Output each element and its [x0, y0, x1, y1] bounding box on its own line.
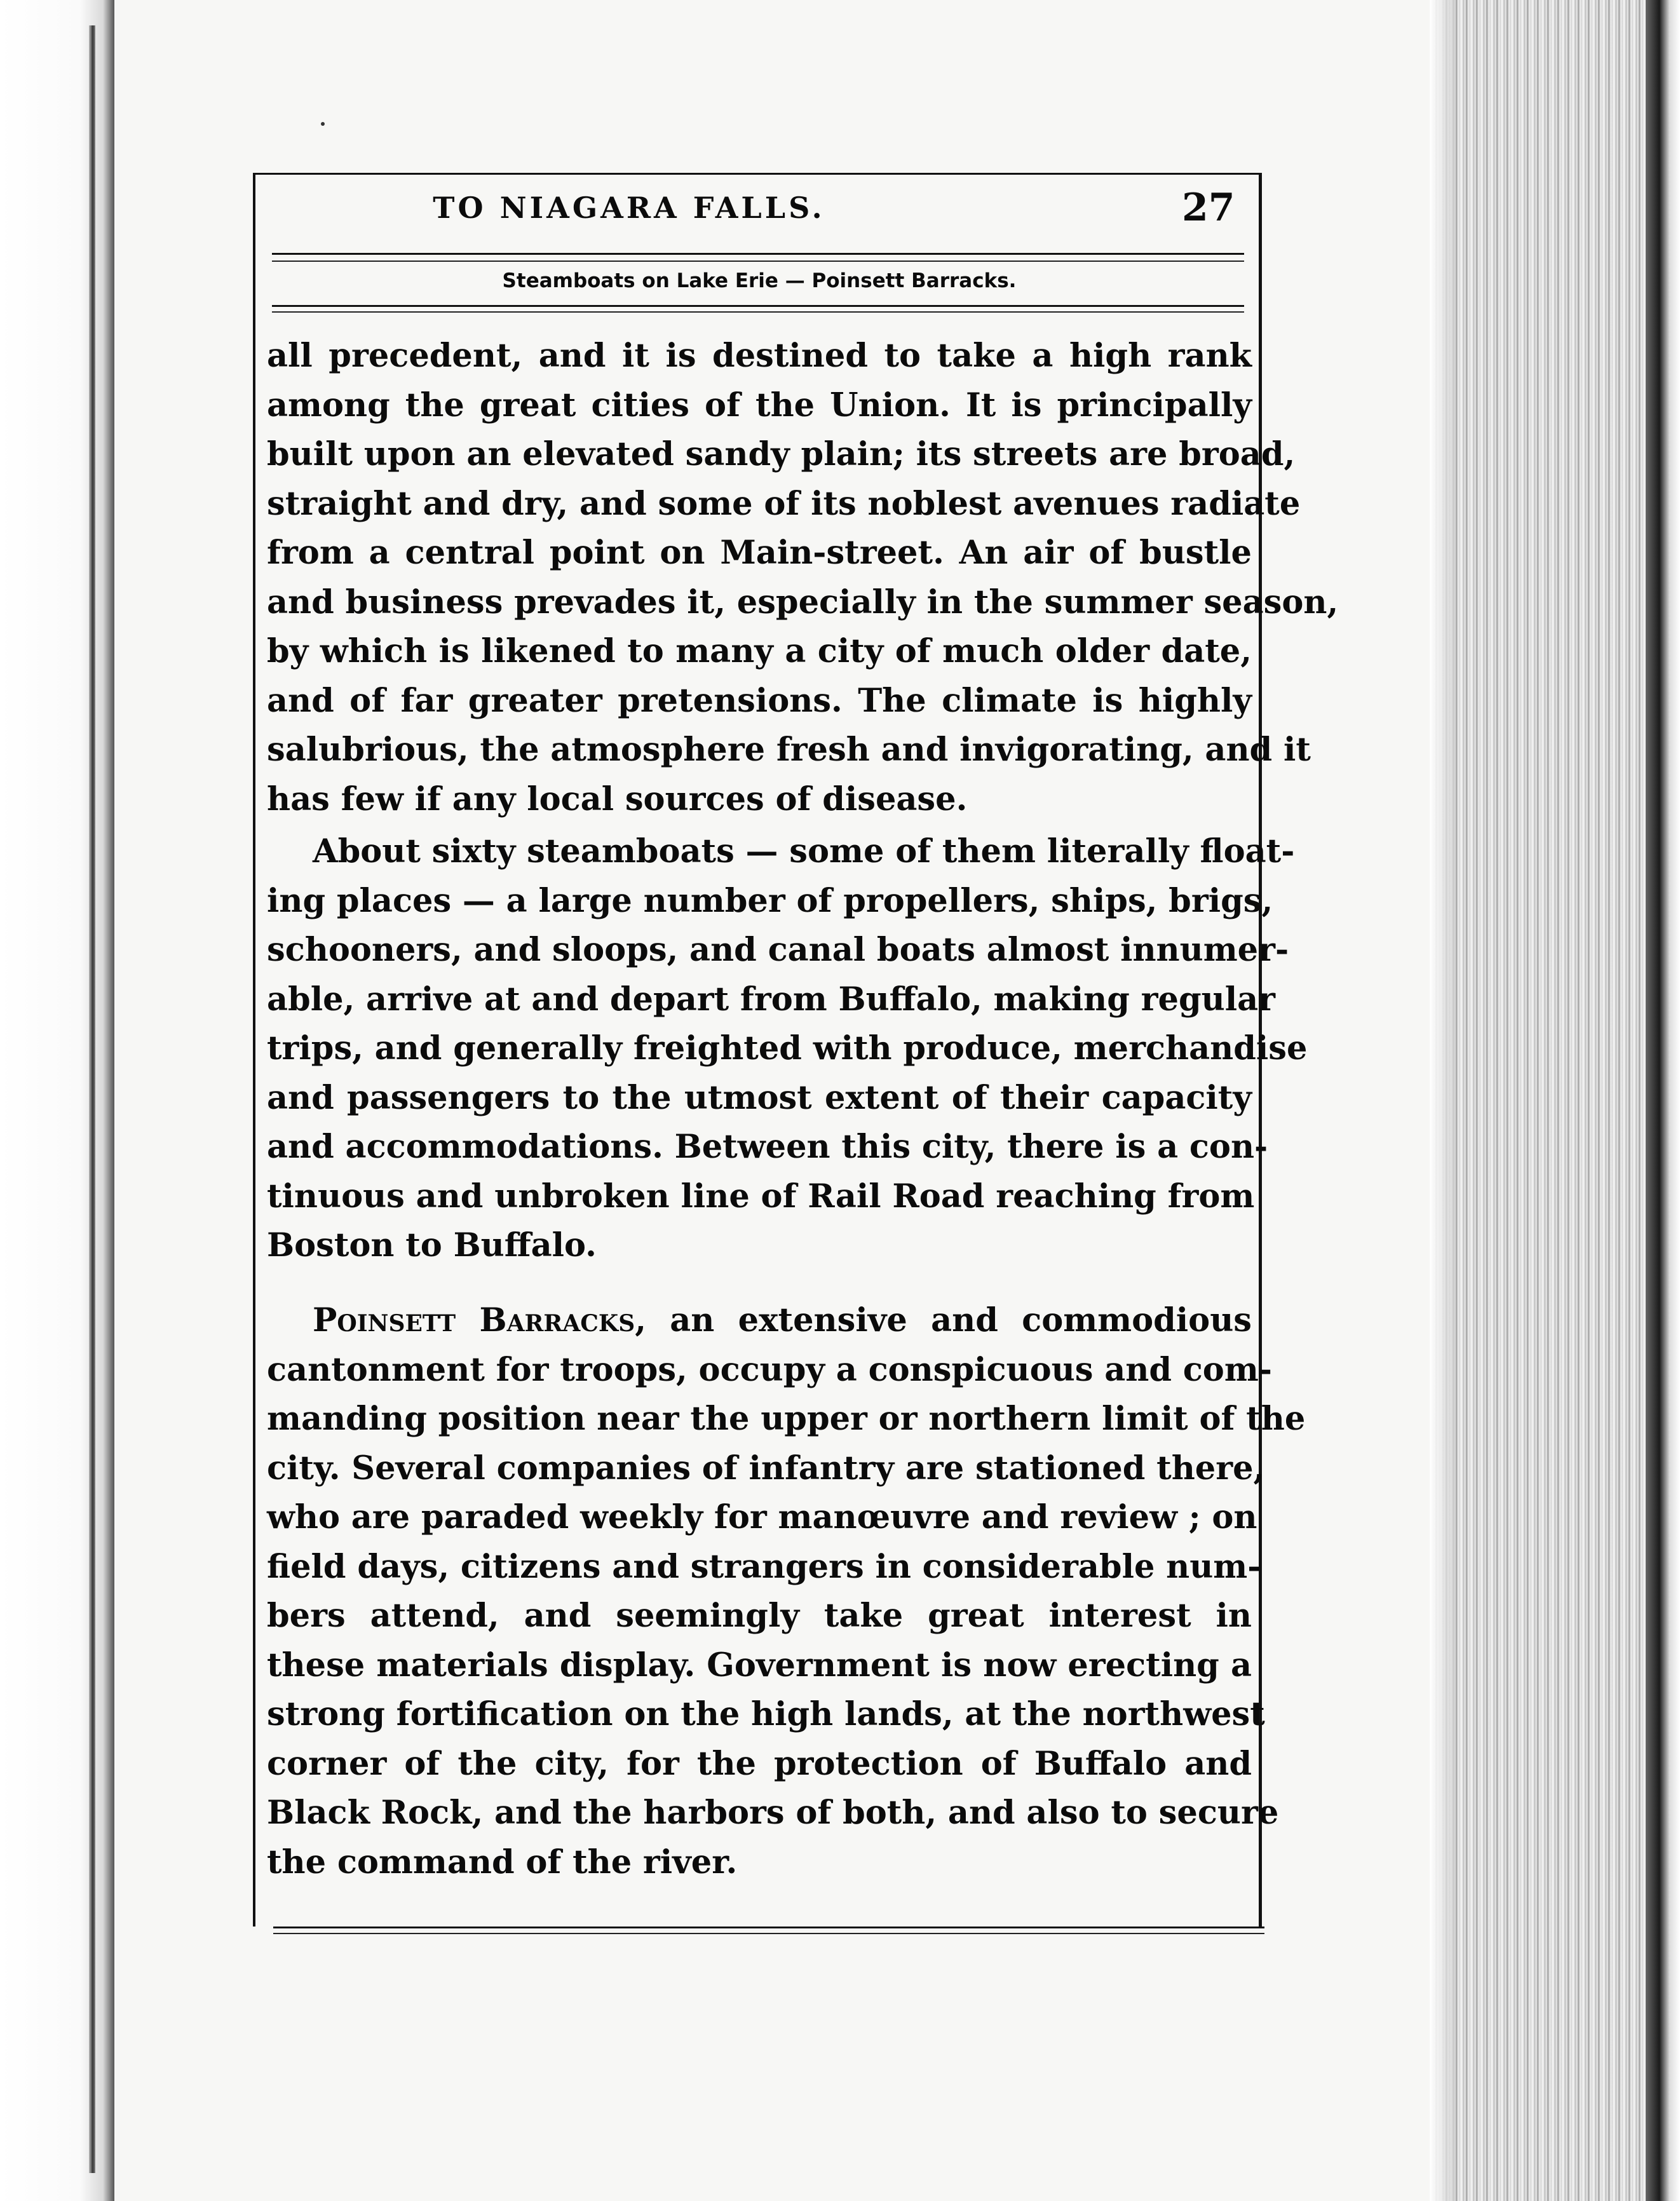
text-line: Black Rock, and the harbors of both, and also to secure: [267, 1794, 1279, 1832]
text-line: who are paraded weekly for manœuvre and review ; on: [267, 1498, 1257, 1536]
text-line: these materials display. Government is now erecting a: [267, 1646, 1252, 1684]
paragraph-3: [267, 1296, 1306, 1887]
text-line: city. Several companies of infantry are stationed there,: [267, 1449, 1265, 1487]
text-line: bers attend, and seemingly take great interest in: [267, 1597, 1252, 1635]
text-line: has few if any local sources of disease.: [267, 780, 968, 818]
section-lead-in: Poinsett Barracks: [313, 1301, 635, 1339]
book-gutter: [89, 25, 95, 2173]
bottom-rule: [273, 1933, 1264, 1934]
bottom-rule: [273, 1927, 1264, 1928]
text-line: and passengers to the utmost extent of their capacity: [267, 1078, 1252, 1117]
header-rule: [272, 253, 1244, 255]
text-line: and accommodations. Between this city, there is a con-: [267, 1128, 1268, 1166]
text-line: by which is likened to many a city of much older date,: [267, 632, 1252, 670]
text-line: built upon an elevated sandy plain; its streets are broad,: [267, 435, 1296, 473]
page-number: 27: [1182, 186, 1235, 230]
text-line: and business prevades it, especially in the summer season,: [267, 583, 1339, 621]
text-line: among the great cities of the Union. It is principally: [267, 386, 1252, 424]
text-line: tinuous and unbroken line of Rail Road reaching from: [267, 1177, 1255, 1216]
paragraph-1: [267, 332, 1339, 824]
text-line: [267, 1296, 1252, 1346]
text-line: and of far greater pretensions. The climate is highly: [267, 681, 1252, 720]
text-line: able, arrive at and depart from Buffalo, making regular: [267, 980, 1276, 1019]
text-line: from a central point on Main-street. An air of bustle: [267, 534, 1252, 572]
book-cover-edge: [1646, 0, 1680, 2201]
header-rule: [272, 261, 1244, 262]
text-line: Boston to Buffalo.: [267, 1226, 597, 1264]
text-fragment: , an extensive and commodious: [635, 1301, 1252, 1339]
text-line: the command of the river.: [267, 1843, 738, 1881]
ink-speck: [321, 122, 325, 126]
section-subheading: Steamboats on Lake Erie — Poinsett Barracks.: [502, 269, 1017, 292]
subheading-rule: [272, 305, 1244, 307]
text-line: corner of the city, for the protection of Buffalo and: [267, 1744, 1252, 1783]
running-title: TO NIAGARA FALLS.: [433, 191, 825, 225]
text-line: manding position near the upper or northern limit of the: [267, 1400, 1306, 1438]
facing-page-edge: [0, 0, 114, 2201]
text-line: salubrious, the atmosphere fresh and invigorating, and it: [267, 731, 1311, 769]
paragraph-2: [267, 827, 1308, 1271]
book-page-edges: [1430, 0, 1680, 2201]
text-line: trips, and generally freighted with produce, merchandise: [267, 1029, 1308, 1067]
subheading-rule: [272, 311, 1244, 313]
text-line: About sixty steamboats — some of them literally float-: [313, 832, 1295, 870]
text-line: field days, citizens and strangers in considerable num-: [267, 1547, 1261, 1586]
text-line: ing places — a large number of propellers, ships, brigs,: [267, 881, 1273, 920]
text-line: all precedent, and it is destined to take a high rank: [267, 337, 1252, 375]
text-line: straight and dry, and some of its noblest avenues radiate: [267, 484, 1301, 523]
page-edge-shadow: [1430, 0, 1455, 2201]
text-line: cantonment for troops, occupy a conspicuous and com-: [267, 1350, 1272, 1389]
text-line: schooners, and sloops, and canal boats almost innumer-: [267, 931, 1289, 969]
text-line: strong fortification on the high lands, at the northwest: [267, 1695, 1265, 1733]
